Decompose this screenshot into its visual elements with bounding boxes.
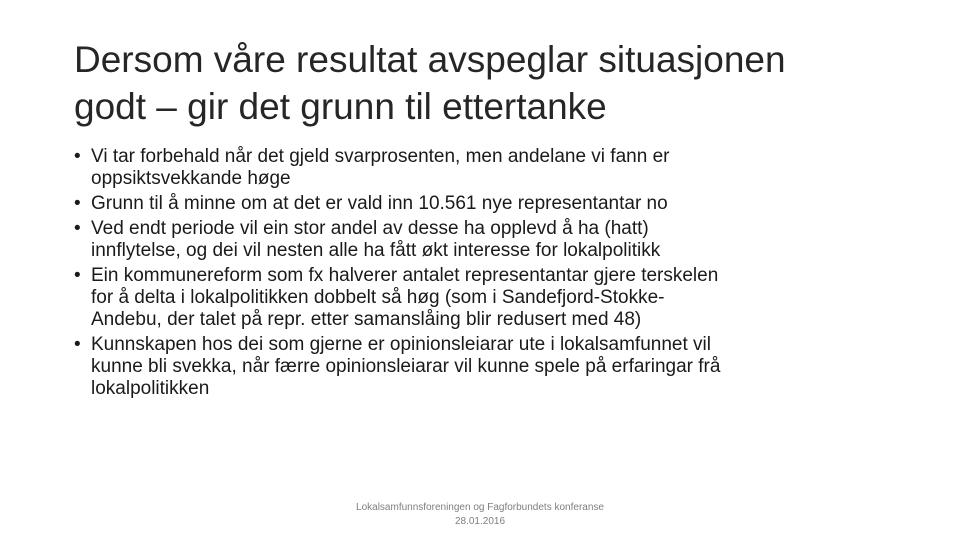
bullet-text-line: oppsiktsvekkande høge: [91, 168, 291, 189]
slide-title-line-1: Dersom våre resultat avspeglar situasjonen: [74, 39, 786, 80]
bullet-marker: •: [74, 218, 81, 239]
bullet-list: [74, 146, 904, 403]
bullet-marker: •: [74, 265, 81, 286]
bullet-text-line: lokalpolitikken: [91, 378, 210, 399]
bullet-item-5: [74, 334, 904, 400]
bullet-marker: •: [74, 334, 81, 355]
bullet-marker: •: [74, 146, 81, 167]
slide-title-line-2: godt – gir det grunn til ettertanke: [74, 86, 607, 127]
slide-footer: [330, 501, 630, 529]
bullet-text-line: kunne bli svekka, når færre opinionsleiarar vil kunne spele på erfaringar frå: [91, 356, 721, 377]
bullet-item-2: [74, 193, 904, 215]
bullet-text-line: Kunnskapen hos dei som gjerne er opinionsleiarar ute i lokalsamfunnet vil: [91, 334, 711, 355]
bullet-text-line: Grunn til å minne om at det er vald inn 10.561 nye representantar no: [91, 193, 668, 214]
bullet-item-1: [74, 146, 904, 190]
bullet-text-line: Vi tar forbehald når det gjeld svarprosenten, men andelane vi fann er: [91, 146, 670, 167]
footer-date: 28.01.2016: [454, 516, 506, 527]
bullet-item-3: [74, 218, 904, 262]
footer-conference: Lokalsamfunnsforeningen og Fagforbundets konferanse: [356, 502, 604, 513]
bullet-text-line: innflytelse, og dei vil nesten alle ha fått økt interesse for lokalpolitikk: [91, 240, 661, 261]
bullet-item-4: [74, 265, 904, 331]
bullet-text-line: Ein kommunereform som fx halverer antalet representantar gjere terskelen: [91, 265, 719, 286]
bullet-text-line: Andebu, der talet på repr. etter samanslåing blir redusert med 48): [91, 309, 642, 330]
bullet-text-line: Ved endt periode vil ein stor andel av desse ha opplevd å ha (hatt): [91, 218, 649, 239]
bullet-text-line: for å delta i lokalpolitikken dobbelt så høg (som i Sandefjord-Stokke-: [91, 287, 665, 308]
slide-title: [74, 36, 894, 130]
bullet-marker: •: [74, 193, 81, 214]
